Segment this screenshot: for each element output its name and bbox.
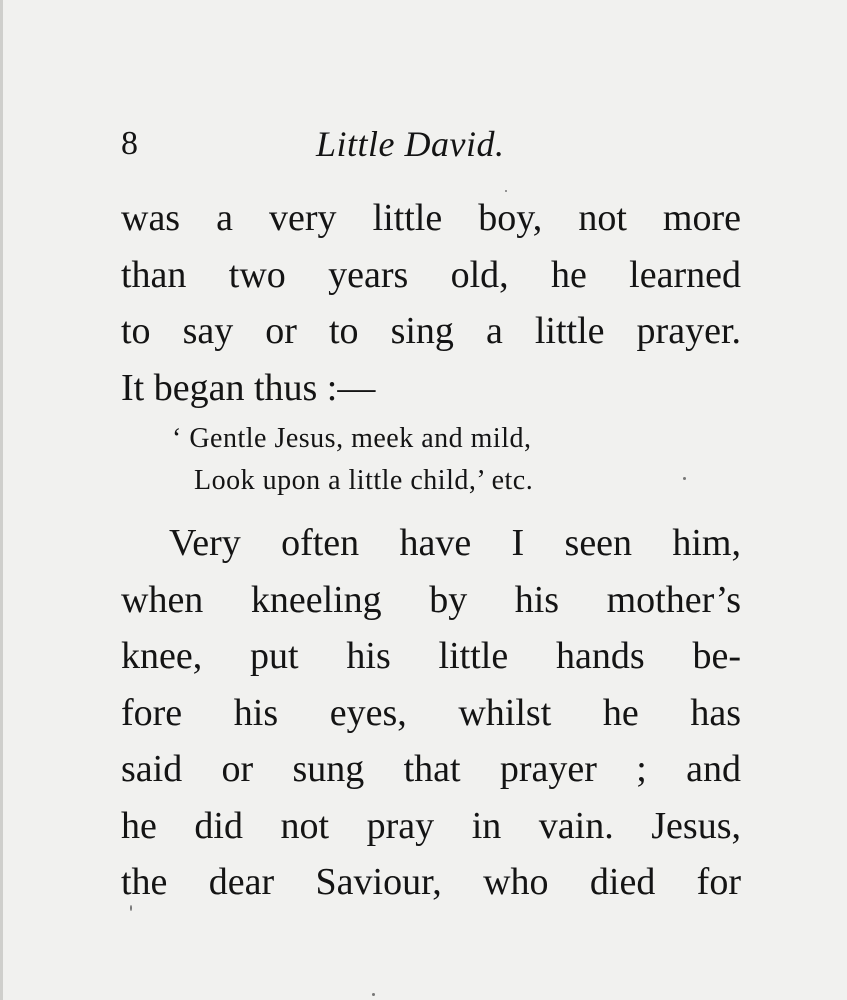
page-header — [121, 118, 741, 170]
verse-line: ‘ Gentle Jesus, meek and mild, — [172, 423, 532, 454]
paragraph-1 — [121, 190, 741, 416]
text-line: said or sung that prayer ; and — [121, 748, 741, 790]
print-speck — [683, 477, 686, 480]
text-line: to say or to sing a little prayer. — [121, 310, 741, 352]
text-line: knee, put his little hands be- — [121, 635, 741, 677]
text-line: he did not pray in vain. Jesus, — [121, 804, 741, 847]
paragraph-2 — [121, 515, 741, 911]
text-line: when kneeling by his mother’s — [121, 578, 741, 621]
print-speck — [372, 993, 375, 996]
text-line: than two years old, he learned — [121, 253, 741, 296]
running-title: Little David. — [316, 124, 505, 164]
text-line: Very often have I seen him, — [169, 522, 741, 564]
verse-quote — [172, 418, 533, 502]
print-speck — [505, 190, 507, 192]
text-line: fore his eyes, whilst he has — [121, 691, 741, 734]
text-line: It began thus :— — [121, 366, 376, 409]
verse-line: Look upon a little child,’ etc. — [194, 465, 534, 496]
page-edge — [0, 0, 3, 1000]
text-line: was a very little boy, not more — [121, 197, 741, 239]
page-number: 8 — [121, 125, 138, 162]
print-speck — [130, 905, 132, 911]
text-line: the dear Saviour, who died for — [121, 861, 741, 903]
